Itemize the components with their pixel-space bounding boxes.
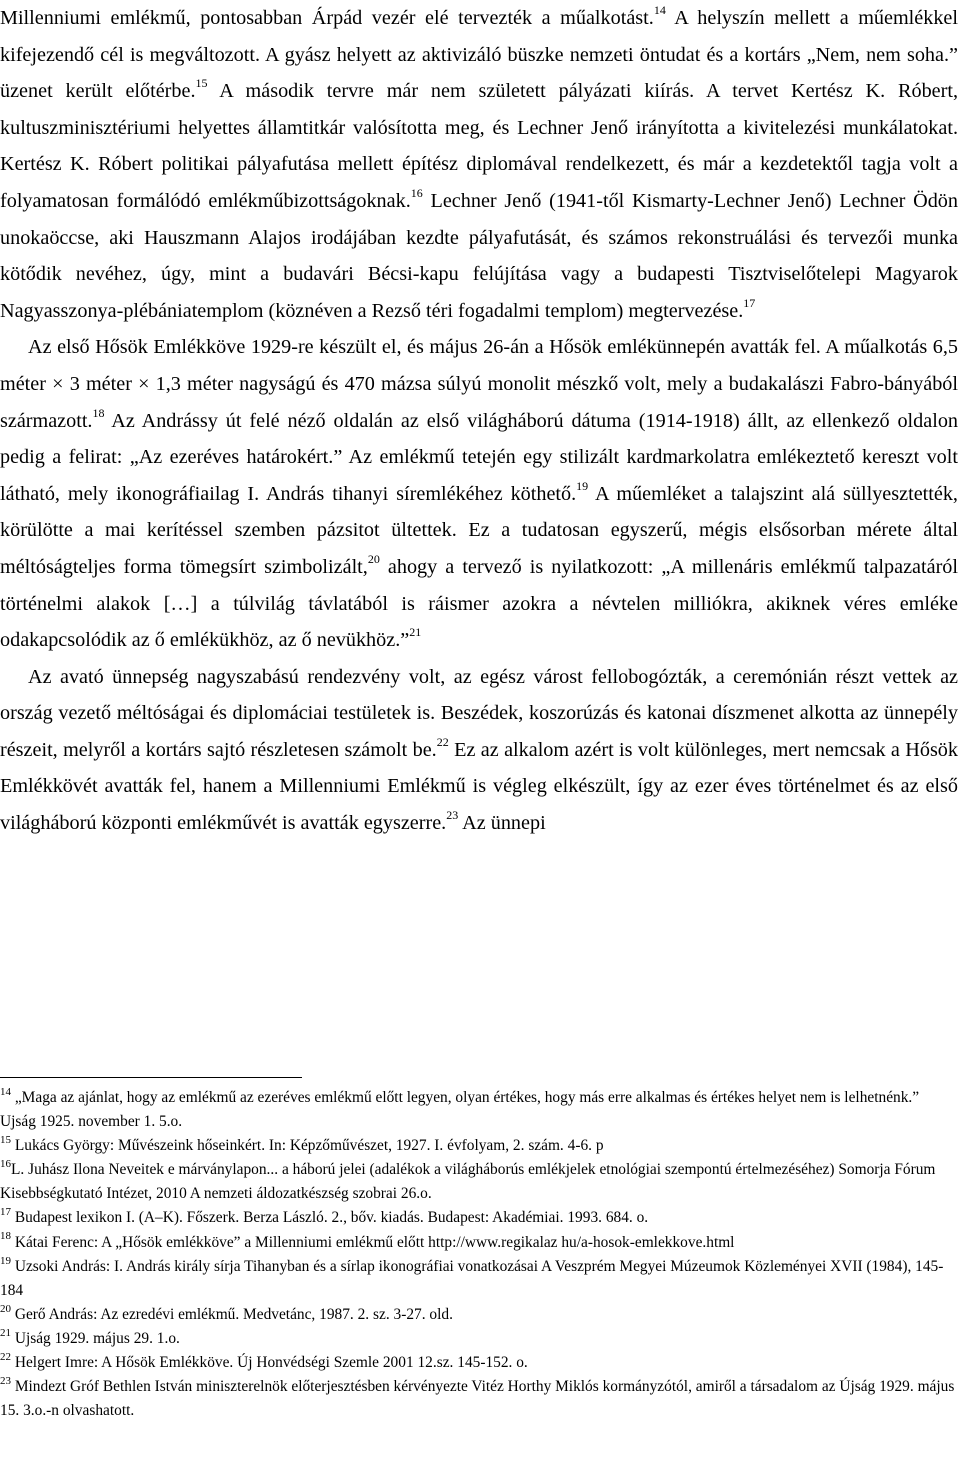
footnote-number: 22	[0, 1350, 11, 1363]
footnote-number: 21	[0, 1326, 11, 1339]
footnote-item	[0, 1231, 958, 1255]
footnote-text: „Maga az ajánlat, hogy az emlékmű az ezeréves emlékmű előtt legyen, olyan értékes, hogy más erre alkalmas és értékes helyet nem is lelhetnénk.” Ujság 1925. november 1. 5.o.	[0, 1089, 920, 1131]
paragraph-text: Lechner Jenő (1941-től Kismarty-Lechner Jenő) Lechner Ödön unokaöccse, aki Hauszmann Alajos irodájában kezdte pályafutását, és számos rekonstruálási és tervezői munka kötődik nevéhez, úgy, mint a budavári Bécsi-kapu felújítása vagy a budapesti Tisztviselőtelepi Magyarok Nagyasszonya-plébániatemplom (köznéven a Rezső téri fogadalmi templom) megtervezése.	[0, 189, 958, 322]
footnote-item	[0, 1303, 958, 1327]
footnote-item	[0, 1255, 958, 1303]
footnote-ref: 16	[410, 186, 423, 201]
footnote-item	[0, 1158, 958, 1206]
footnote-ref: 15	[195, 76, 208, 91]
footnote-text: L. Juhász Ilona Neveitek e márványlapon... a háború jelei (adalékok a világháborús emlékjelek etnológiai szempontú értelmezéséhez) Somorja Fórum Kisebbségkutató Intézet, 2010 A nemzeti áldozatkészség szobrai 26.o.	[0, 1161, 936, 1203]
footnote-number: 18	[0, 1230, 11, 1243]
footnotes	[0, 1086, 958, 1423]
footnote-number: 23	[0, 1375, 11, 1387]
footnote-ref: 21	[409, 625, 422, 640]
paragraph-text: Millenniumi emlékmű, pontosabban Árpád vezér elé tervezték a műalkotást.	[0, 7, 654, 29]
footnote-text: Lukács György: Művészeink hőseinkért. In: Képzőművészet, 1927. I. évfolyam, 2. szám. 4-6. p	[11, 1137, 604, 1155]
footnote-text: Kátai Ferenc: A „Hősök emlékköve” a Millenniumi emlékmű előtt http://www.regikalaz hu/a-hosok-emlekkove.html	[11, 1233, 735, 1251]
footnote-item	[0, 1206, 958, 1230]
footnote-separator	[0, 1077, 302, 1078]
footnote-ref: 23	[446, 808, 459, 823]
paragraph-3	[0, 659, 958, 842]
footnote-number: 17	[0, 1206, 11, 1219]
footnote-ref: 22	[436, 735, 449, 750]
paragraph-text: A műemléket a talajszint alá süllyesztették, körülötte a mai kerítéssel szemben pázsitot ültettek. Ez a tudatosan egyszerű, mégis elsősorban mérete által méltóságteljes forma tömegsírt szimbolizált,	[0, 482, 958, 578]
footnote-number: 19	[0, 1254, 11, 1267]
footnote-item	[0, 1134, 958, 1158]
paragraph-text: A helyszín mellett a műemlékkel kifejezendő cél is megváltozott. A gyász helyett az aktivizáló büszke nemzeti öntudat és a kortárs „Nem, nem soha.” üzenet került előtérbe.	[0, 7, 958, 103]
footnote-text: Helgert Imre: A Hősök Emlékköve. Új Honvédségi Szemle 2001 12.sz. 145-152. o.	[11, 1354, 528, 1372]
footnote-text: Mindezt Gróf Bethlen István miniszterelnök előterjesztésben kérvényezte Vitéz Horthy Miklós kormányzótól, amiről a társadalom az Újság 1929. május 15. 3.o.-n olvashatott.	[0, 1378, 955, 1420]
footnote-text: Budapest lexikon I. (A–K). Főszerk. Berza László. 2., bőv. kiadás. Budapest: Akadémiai. 1993. 684. o.	[11, 1209, 649, 1227]
footnote-number: 20	[0, 1302, 11, 1315]
paragraph-text: Ez az alkalom azért is volt különleges, mert nemcsak a Hősök Emlékkövét avatták fel, hanem a Millenniumi Emlékmű is végleg elkészült, így az ezer éves történelmet és az első világháború központi emlékművét is avatták egyszerre.	[0, 738, 958, 835]
footnote-ref: 20	[367, 552, 380, 567]
footnote-item	[0, 1086, 958, 1134]
footnote-text: Ujság 1929. május 29. 1.o.	[11, 1329, 180, 1347]
footnote-ref: 19	[576, 478, 589, 493]
paragraph-text: Az első Hősök Emlékköve 1929-re készült el, és május 26-án a Hősök emlékünnepén avatták fel. A műalkotás 6,5 méter × 3 méter × 1,3 méter nagyságú és 470 mázsa súlyú monolit mészkő volt, mely a budakalászi Fabro-bányából származott.	[0, 336, 958, 432]
footnote-number: 16	[0, 1158, 11, 1171]
footnote-item	[0, 1375, 958, 1423]
footnote-item	[0, 1327, 958, 1351]
paragraph-text: Az ünnepi	[458, 812, 546, 835]
footnote-text: Uzsoki András: I. András király sírja Tihanyban és a sírlap ikonográfiai vonatkozásai A Veszprém Megyei Múzeumok Közleményei XVII (1984), 145-184	[0, 1257, 944, 1299]
footnote-ref: 17	[743, 296, 756, 311]
paragraph-text: ahogy a tervező is nyilatkozott: „A millenáris emlékmű talpazatáról történelmi alakok […] a túlvilág távlatából is ráismer azokra a névtelen milliókra, akiknek véres emléke odakapcsolódik az ő emlékükhöz, az ő nevükhöz.”	[0, 555, 958, 652]
paragraph-text: A második tervre már nem született pályázati kiírás. A tervet Kertész K. Róbert, kultuszminisztériumi helyettes államtitkár valósította meg, és Lechner Jenő irányította a kivitelezési munkálatokat. Kertész K. Róbert politikai pályafutása mellett építész diplomával rendelkezett, és már a kezdetektől tagja volt a folyamatosan formálódó emlékműbizottságoknak.	[0, 80, 958, 212]
footnote-item	[0, 1351, 958, 1375]
footnote-ref: 18	[92, 405, 105, 420]
footnote-ref: 14	[653, 3, 666, 18]
footnote-text: Gerő András: Az ezredévi emlékmű. Medvetánc, 1987. 2. sz. 3-27. old.	[11, 1305, 453, 1323]
paragraph-1	[0, 0, 958, 329]
paragraph-2	[0, 329, 958, 658]
footnote-number: 15	[0, 1134, 11, 1147]
paragraph-text: Az avató ünnepség nagyszabású rendezvény volt, az egész várost fellobogózták, a ceremónián részt vettek az ország vezető méltóságai és diplomáciai testületek is. Beszédek, koszorúzás és katonai díszmenet alkotta az ünnepély részeit, melyről a kortárs sajtó részletesen számolt be.	[0, 665, 958, 761]
footnote-number: 14	[0, 1085, 11, 1098]
paragraph-text: Az Andrássy út felé néző oldalán az első világháború dátuma (1914-1918) állt, az ellenkező oldalon pedig a felirat: „Az ezeréves határokért.” Az emlékmű tetején egy stilizált kardmarkolatra emlékeztető kereszt volt látható, mely ikonográfiailag I. András tihanyi síremlékéhez köthető.	[0, 409, 958, 505]
